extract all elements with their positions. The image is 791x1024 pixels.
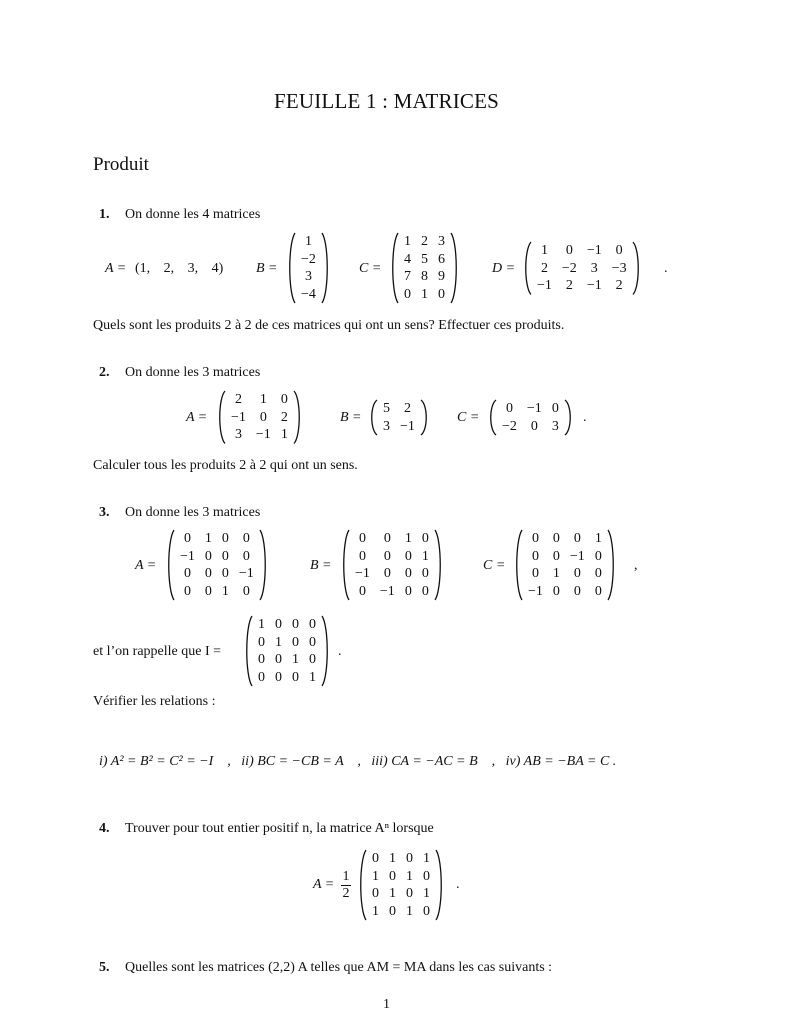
matrix-row	[296, 286, 321, 304]
matrix-row	[350, 583, 434, 601]
matrix-entry: 3	[551, 418, 559, 434]
matrix-row	[497, 418, 564, 436]
ex1-B-label: B =	[256, 261, 278, 276]
ex1-matrix-C	[390, 233, 459, 303]
ex1-A-entry: (1,	[135, 261, 151, 276]
matrix-entry: 0	[258, 669, 265, 685]
left-paren	[369, 400, 378, 435]
exercise-1-question: Quels sont les produits 2 à 2 de ces matrices qui ont un sens? Effectuer ces produits.	[93, 318, 565, 333]
matrix-entry: 3	[590, 260, 598, 276]
left-paren	[523, 242, 532, 295]
matrix-entry: 0	[275, 669, 282, 685]
matrix-entry: 0	[242, 583, 250, 599]
matrix-entry: 0	[594, 548, 602, 564]
matrix-body	[253, 616, 321, 686]
matrix-entry: 0	[221, 548, 229, 564]
ex2-matrix-A	[217, 391, 302, 444]
ex3-verify-text: Vérifier les relations :	[93, 694, 216, 709]
matrix-entry: 1	[594, 531, 602, 546]
matrix-entry: 0	[372, 851, 379, 866]
ex3-relations: i) A² = B² = C² = −I , ii) BC = −CB = A , iii) CA = −AC = B , iv) AB = −BA = C .	[99, 754, 617, 769]
matrix-row	[367, 885, 435, 903]
matrix-entry: −4	[301, 286, 316, 302]
matrix-entry: 0	[389, 868, 396, 884]
exercise-4-text: Trouver pour tout entier positif n, la matrice Aⁿ lorsque	[125, 821, 434, 836]
matrix-entry: 2	[421, 234, 428, 249]
ex3-matrix-B	[341, 530, 443, 600]
matrix-entry: −1	[379, 583, 395, 599]
exercise-5-text: Quelles sont les matrices (2,2) A telles que AM = MA dans les cas suivants :	[125, 960, 553, 975]
matrix-entry: 0	[309, 617, 316, 632]
matrix-row	[523, 565, 607, 583]
ex2-matrix-C	[488, 400, 573, 435]
matrix-entry: 0	[309, 634, 316, 650]
matrix-entry: 1	[552, 566, 560, 581]
matrix-row	[253, 669, 321, 687]
matrix-entry: 0	[309, 652, 316, 667]
section-heading: Produit	[93, 154, 149, 175]
matrix-row	[175, 565, 259, 583]
matrix-entry: 3	[438, 234, 445, 249]
matrix-entry: 0	[292, 634, 299, 650]
matrix-entry: 2	[615, 278, 623, 293]
matrix-row	[350, 548, 434, 566]
right-paren	[321, 233, 330, 303]
matrix-entry: 2	[565, 278, 573, 293]
matrix-entry: −1	[355, 566, 370, 581]
matrix-entry: 0	[573, 531, 581, 546]
matrix-entry: 0	[404, 566, 412, 581]
matrix-entry: 7	[404, 269, 411, 284]
ex1-A-entry: 3,	[187, 261, 199, 276]
matrix-row	[296, 268, 321, 286]
matrix-entry: −2	[502, 418, 517, 434]
ex3-comma: ,	[634, 558, 638, 573]
matrix-body	[350, 530, 434, 600]
matrix-entry: 0	[258, 634, 265, 650]
ex4-fraction-numerator: 1	[342, 869, 350, 884]
exercise-5-number: 5.	[99, 960, 110, 975]
matrix-row	[367, 850, 435, 868]
matrix-entry: 1	[280, 427, 288, 442]
matrix-entry: −1	[180, 548, 195, 564]
matrix-entry: 2	[403, 401, 411, 416]
matrix-entry: 1	[275, 634, 282, 650]
ex1-A-entry: 2,	[163, 261, 175, 276]
matrix-entry: −2	[301, 251, 316, 267]
matrix-entry: 1	[372, 868, 379, 884]
matrix-entry: 1	[292, 652, 299, 667]
matrix-row	[226, 409, 293, 427]
matrix-entry: 0	[505, 401, 513, 416]
matrix-entry: 0	[183, 531, 191, 546]
matrix-row	[253, 634, 321, 652]
ex1-matrix-D	[523, 242, 641, 295]
matrix-row	[399, 268, 450, 286]
exercise-2-question: Calculer tous les produits 2 à 2 qui ont un sens.	[93, 458, 358, 473]
matrix-entry: 0	[406, 886, 413, 901]
left-paren	[358, 850, 367, 920]
matrix-entry: 0	[275, 617, 282, 632]
matrix-entry: 0	[404, 583, 412, 599]
ex1-A-label: A =	[105, 261, 127, 276]
right-paren	[632, 242, 641, 295]
ex4-matrix-A	[358, 850, 444, 920]
right-paren	[293, 391, 302, 444]
matrix-entry: 1	[258, 617, 265, 632]
matrix-entry: 0	[204, 548, 212, 564]
matrix-entry: 0	[204, 566, 212, 581]
matrix-row	[175, 583, 259, 601]
ex3-recall-identity: et l’on rappelle que I =	[93, 644, 222, 659]
ex4-fraction-denominator: 2	[342, 886, 350, 901]
matrix-entry: 0	[183, 583, 191, 599]
matrix-entry: 8	[421, 269, 428, 284]
ex2-matrix-B	[369, 400, 429, 435]
matrix-entry: 1	[309, 669, 316, 685]
matrix-row	[367, 868, 435, 886]
matrix-entry: 2	[234, 392, 242, 407]
matrix-row	[399, 233, 450, 251]
matrix-entry: 3	[383, 418, 390, 434]
matrix-row	[378, 418, 420, 436]
matrix-entry: 0	[530, 418, 538, 434]
matrix-entry: 1	[421, 286, 428, 302]
matrix-entry: 0	[258, 652, 265, 667]
matrix-entry: 0	[423, 868, 430, 884]
right-paren	[564, 400, 573, 435]
matrix-body	[523, 530, 607, 600]
matrix-entry: 0	[292, 669, 299, 685]
matrix-entry: 0	[404, 548, 412, 564]
matrix-entry: 0	[358, 583, 366, 599]
matrix-entry: 0	[552, 583, 560, 599]
matrix-entry: 0	[204, 583, 212, 599]
matrix-entry: −1	[586, 243, 602, 258]
ex3-matrix-C	[514, 530, 616, 600]
ex3-B-label: B =	[310, 558, 332, 573]
matrix-row	[532, 277, 632, 295]
matrix-entry: 0	[552, 531, 560, 546]
matrix-entry: 0	[531, 531, 539, 546]
exercise-1-number: 1.	[99, 207, 110, 222]
left-paren	[488, 400, 497, 435]
matrix-row	[532, 242, 632, 260]
matrix-entry: −1	[255, 427, 271, 442]
matrix-entry: 5	[421, 251, 428, 267]
matrix-entry: −1	[231, 409, 246, 425]
ex2-end-period: .	[583, 410, 587, 425]
matrix-entry: 0	[280, 392, 288, 407]
ex3-I-period: .	[338, 644, 342, 659]
matrix-entry: 1	[406, 903, 413, 919]
matrix-body	[296, 233, 321, 303]
matrix-body	[399, 233, 450, 303]
matrix-entry: 0	[372, 886, 379, 901]
ex3-matrix-I	[244, 616, 330, 686]
matrix-entry: 3	[304, 269, 312, 284]
page-title: FEUILLE 1 : MATRICES	[273, 89, 500, 113]
ex2-C-label: C =	[457, 410, 480, 425]
matrix-entry: 0	[358, 531, 366, 546]
matrix-entry: 0	[404, 286, 411, 302]
matrix-entry: 0	[242, 548, 250, 564]
matrix-entry: 0	[221, 566, 229, 581]
matrix-entry: 0	[421, 531, 429, 546]
ex3-A-label: A =	[135, 558, 157, 573]
matrix-entry: 1	[540, 243, 548, 258]
matrix-entry: 1	[259, 392, 267, 407]
matrix-entry: 0	[275, 652, 282, 667]
matrix-entry: 0	[594, 566, 602, 581]
matrix-row	[175, 530, 259, 548]
matrix-row	[497, 400, 564, 418]
exercise-3-number: 3.	[99, 505, 110, 520]
matrix-body	[226, 391, 293, 444]
matrix-row	[367, 903, 435, 921]
matrix-entry: 0	[573, 566, 581, 581]
matrix-body	[532, 242, 632, 295]
matrix-entry: 1	[406, 868, 413, 884]
matrix-entry: 0	[383, 531, 391, 546]
ex3-C-label: C =	[483, 558, 506, 573]
matrix-row	[523, 548, 607, 566]
ex1-A-entry: 4)	[211, 261, 224, 276]
left-paren	[217, 391, 226, 444]
exercise-2-intro: On donne les 3 matrices	[125, 365, 261, 380]
matrix-row	[399, 251, 450, 269]
matrix-entry: 1	[423, 851, 430, 866]
matrix-entry: 1	[304, 234, 312, 249]
matrix-row	[399, 286, 450, 304]
matrix-row	[226, 426, 293, 444]
matrix-entry: −1	[537, 278, 552, 293]
matrix-entry: 1	[404, 531, 412, 546]
right-paren	[259, 530, 268, 600]
ex2-A-label: A =	[186, 410, 208, 425]
matrix-entry: 1	[221, 583, 229, 599]
ex4-fraction	[341, 869, 351, 902]
matrix-entry: 0	[383, 548, 391, 564]
matrix-entry: −1	[586, 278, 602, 293]
matrix-entry: −1	[569, 548, 585, 564]
matrix-entry: 0	[421, 583, 429, 599]
matrix-entry: 0	[565, 243, 573, 258]
right-paren	[607, 530, 616, 600]
matrix-entry: 9	[438, 269, 445, 284]
matrix-entry: 0	[358, 548, 366, 564]
matrix-entry: −1	[400, 418, 415, 434]
matrix-entry: −1	[528, 583, 543, 599]
matrix-entry: 0	[406, 851, 413, 866]
exercise-4-number: 4.	[99, 821, 110, 836]
matrix-entry: 1	[204, 531, 212, 546]
matrix-entry: 0	[552, 548, 560, 564]
ex4-end-period: .	[456, 877, 460, 892]
left-paren	[244, 616, 253, 686]
matrix-row	[253, 651, 321, 669]
left-paren	[514, 530, 523, 600]
exercise-3-intro: On donne les 3 matrices	[125, 505, 261, 520]
matrix-entry: 0	[242, 531, 250, 546]
matrix-entry: 0	[259, 409, 267, 425]
ex4-A-label: A =	[313, 877, 335, 892]
matrix-row	[523, 530, 607, 548]
matrix-entry: 2	[540, 260, 548, 276]
matrix-entry: −3	[611, 260, 627, 276]
matrix-entry: 3	[234, 427, 242, 442]
matrix-row	[350, 530, 434, 548]
matrix-entry: 1	[423, 886, 430, 901]
matrix-entry: 0	[551, 401, 559, 416]
matrix-body	[378, 400, 420, 435]
matrix-entry: −1	[238, 566, 254, 581]
right-paren	[321, 616, 330, 686]
matrix-entry: 0	[531, 566, 539, 581]
matrix-row	[175, 548, 259, 566]
matrix-entry: 1	[389, 851, 396, 866]
matrix-entry: 0	[292, 617, 299, 632]
left-paren	[390, 233, 399, 303]
matrix-body	[175, 530, 259, 600]
matrix-row	[523, 583, 607, 601]
ex2-B-label: B =	[340, 410, 362, 425]
left-paren	[287, 233, 296, 303]
matrix-entry: −1	[526, 401, 542, 416]
matrix-entry: 0	[531, 548, 539, 564]
matrix-entry: 0	[389, 903, 396, 919]
matrix-row	[296, 233, 321, 251]
matrix-entry: 0	[421, 566, 429, 581]
matrix-row	[532, 260, 632, 278]
matrix-body	[367, 850, 435, 920]
matrix-entry: 0	[615, 243, 623, 258]
matrix-entry: 0	[438, 286, 445, 302]
right-paren	[420, 400, 429, 435]
matrix-entry: 2	[280, 409, 288, 425]
ex1-C-label: C =	[359, 261, 382, 276]
exercise-2-number: 2.	[99, 365, 110, 380]
matrix-entry: 1	[404, 234, 411, 249]
page-number: 1	[383, 997, 390, 1012]
right-paren	[434, 530, 443, 600]
matrix-entry: 4	[404, 251, 411, 267]
matrix-entry: 6	[438, 251, 445, 267]
matrix-row	[226, 391, 293, 409]
matrix-entry: 0	[594, 583, 602, 599]
ex1-D-label: D =	[492, 261, 516, 276]
matrix-entry: 1	[372, 903, 379, 919]
left-paren	[166, 530, 175, 600]
ex1-matrix-B	[287, 233, 330, 303]
matrix-entry: 0	[183, 566, 191, 581]
matrix-entry: 5	[383, 401, 390, 416]
matrix-row	[350, 565, 434, 583]
ex1-A-row-vector	[135, 261, 223, 277]
left-paren	[341, 530, 350, 600]
matrix-entry: 0	[383, 566, 391, 581]
matrix-body	[497, 400, 564, 435]
ex3-matrix-A	[166, 530, 268, 600]
right-paren	[435, 850, 444, 920]
ex1-end-period: .	[664, 261, 668, 276]
matrix-row	[378, 400, 420, 418]
matrix-entry: 1	[421, 548, 429, 564]
matrix-row	[296, 251, 321, 269]
matrix-entry: −2	[561, 260, 577, 276]
matrix-row	[253, 616, 321, 634]
right-paren	[450, 233, 459, 303]
matrix-entry: 1	[389, 886, 396, 901]
matrix-entry: 0	[423, 903, 430, 919]
exercise-1-intro: On donne les 4 matrices	[125, 207, 261, 222]
matrix-entry: 0	[573, 583, 581, 599]
matrix-entry: 0	[221, 531, 229, 546]
